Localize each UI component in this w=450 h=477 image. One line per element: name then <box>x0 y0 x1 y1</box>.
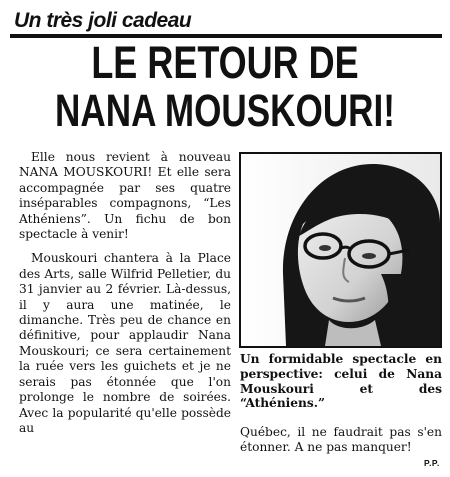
paragraph-details <box>19 251 231 436</box>
paragraph-intro <box>19 150 231 242</box>
left-column <box>19 150 231 445</box>
paragraph-intro-text: Elle nous revient à nouveau NANA MOUSKOURI! Et elle sera accompagnée par ses quatre inséparables compagnons, “Les Athéniens”. Un fichu de bon spectacle à venir! <box>19 150 231 242</box>
continuation-text: Québec, il ne faudrait pas s'en étonner. A ne pas manquer! <box>240 425 442 455</box>
headline-line-1: LE RETOUR DE <box>91 37 359 88</box>
paragraph-details-text: Mouskouri chantera à la Place des Arts, salle Wilfrid Pelletier, du 31 janvier au 2 février. Là-dessus, il y aura une matinée, le dimanche. Très peu de chance en définitive, pour applaudir Nana Mouskouri; ce sera certainement la ruée vers les guichets et je ne serais pas étonnée que l'on prolonge le nombre de soirées. Avec la popularité qu'elle possède au <box>19 251 231 435</box>
headline-line-2: NANA MOUSKOURI! <box>55 85 395 136</box>
portrait-photo <box>239 152 442 348</box>
author-signature: P.P. <box>424 458 440 468</box>
photo-caption: Un formidable spectacle en perspective: celui de Nana Mouskouri et des “Athéniens.” <box>240 352 442 411</box>
kicker: Un très joli cadeau <box>14 9 192 32</box>
portrait-photo-image <box>241 154 440 346</box>
